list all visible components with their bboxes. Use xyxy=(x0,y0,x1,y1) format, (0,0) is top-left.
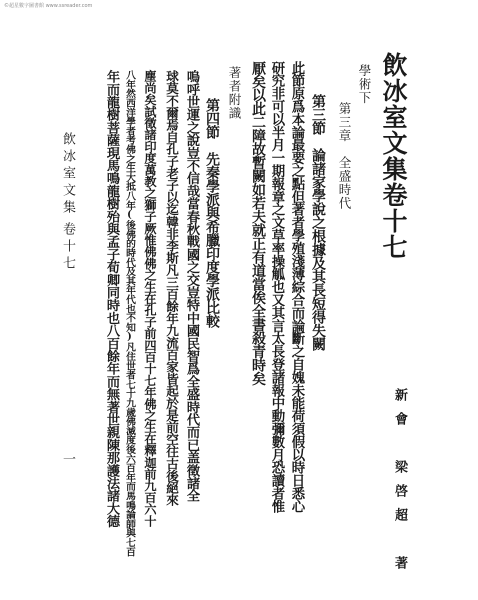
text-line-4: 厭矣以此二障故暫闕如若夫就正有道當俟全書殺青時矣 xyxy=(250,61,266,385)
text-line-6: 第四節 先秦學派與希臘印度學派比較 xyxy=(204,98,220,328)
page-number: 一 xyxy=(60,452,75,465)
margin-title: 飲冰室文集 xyxy=(60,132,75,217)
section-label: 學術下 xyxy=(357,64,372,105)
scan-watermark: ©超星數字圖書館 www.ssreader.com xyxy=(4,3,93,9)
margin-volume: 卷十七 xyxy=(60,222,75,273)
author-line: 新會 梁啓超 著 xyxy=(392,388,407,580)
text-line-9: 塵尚矣試徵諸印度萬教之獅子厥惟佛佛之生在孔子前四百十七年佛之生在釋迦前九百六十 xyxy=(143,70,157,527)
text-line-10: 八年然西洋學者考佛之生大抵八年(後佛的時代及其年代也不知)凡住世者七十九歲佛滅度後六百年而馬鳴論師與七百 xyxy=(124,70,135,556)
text-line-11: 年而龍樹菩薩現馬鳴龍樹殆與孟子荀卿同時也八百餘年而無著世親陳那護法諸大德 xyxy=(104,70,119,528)
text-line-2: 此節原爲本論最要之點但著者學殖淺薄綜合而論斷之自媿未能荷須假以時日悉心 xyxy=(289,61,305,513)
chapter-heading: 第三章 全盛時代 xyxy=(337,102,352,210)
author-note: 著者附識 xyxy=(227,66,242,120)
text-line-1: 第三節 論諸家學說之根據及其長短得失闕 xyxy=(310,94,326,351)
text-line-3: 研究非可以半月一期報章之文草率操觚也又其言太長登諸報中動彌數月恐讀者惟 xyxy=(269,61,285,513)
text-line-7: 嗚呼世運之說豈不信哉當春秋戰國之交豈特中國民智爲全盛時代而已盖徵諸全 xyxy=(184,70,199,502)
text-line-8: 球莫不爾焉自孔子老子以迄韓非李斯凡三百餘年九流百家皆起於是前空往古後絕來 xyxy=(164,70,179,506)
book-title: 飲冰室文集卷十七 xyxy=(379,52,408,260)
